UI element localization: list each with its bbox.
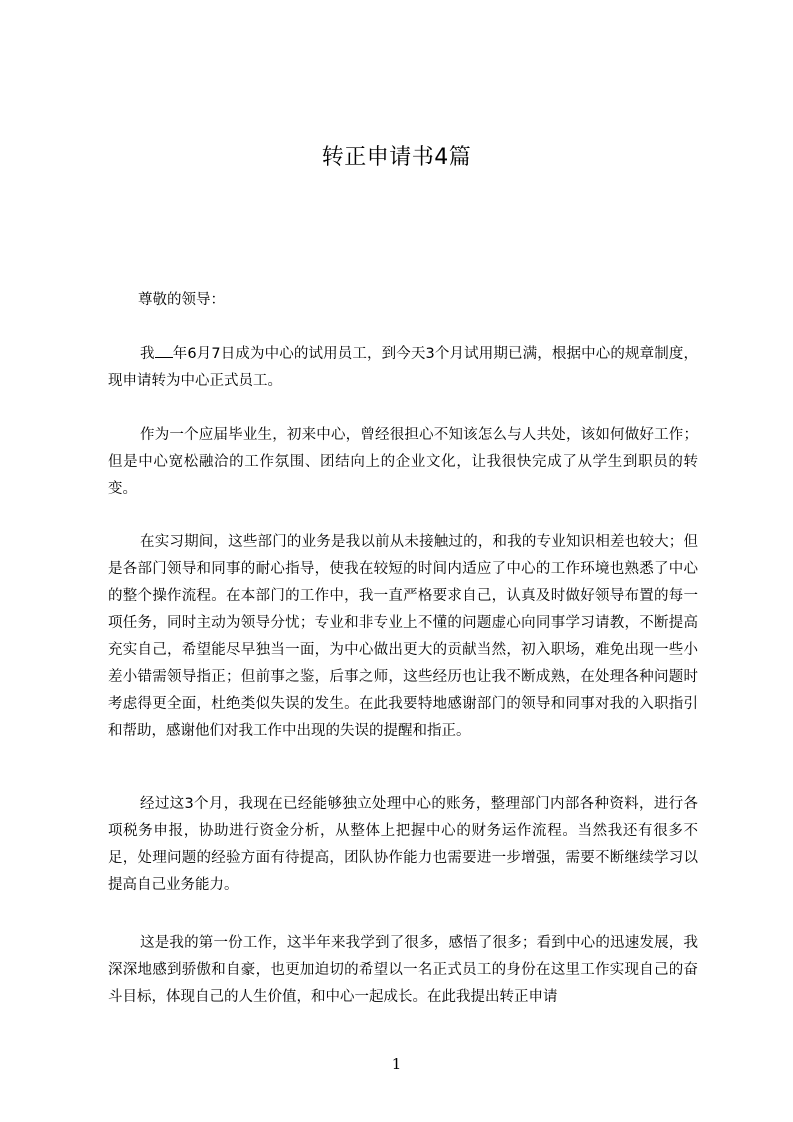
- blank-year-line: [155, 343, 173, 358]
- paragraph-progress: 经过这3个月，我现在已经能够独立处理中心的账务，整理部门内部各种资料，进行各项税务申报，协助进行资金分析，从整体上把握中心的财务运作流程。当然我还有很多不足，处理问题的经验方面有待提高，团队协作能力也需要进一步增强，需要不断继续学习以提高自己业务能力。: [108, 796, 698, 893]
- paragraph-probation-start: [108, 341, 698, 395]
- paragraph-conclusion: 这是我的第一份工作，这半年来我学到了很多，感悟了很多；看到中心的迅速发展，我深深地感到骄傲和自豪，也更加迫切的希望以一名正式员工的身份在这里工作实现自己的奋斗目标，体现自己的人生价值，和中心一起成长。在此我提出转正申请: [108, 935, 698, 1005]
- salutation: 尊敬的领导：: [138, 292, 225, 308]
- paragraph-text-before-blank: 我: [140, 346, 155, 362]
- document-title: 转正申请书4篇: [321, 145, 472, 170]
- paragraph-adaptation: 作为一个应届毕业生，初来中心，曾经很担心不知该怎么与人共处，该如何做好工作；但是中心宽松融洽的工作氛围、团结向上的企业文化，让我很快完成了从学生到职员的转变。: [108, 427, 698, 497]
- paragraph-internship: 在实习期间，这些部门的业务是我以前从未接触过的，和我的专业知识相差也较大；但是各部门领导和同事的耐心指导，使我在较短的时间内适应了中心的工作环境也熟悉了中心的整个操作流程。在本部门的工作中，我一直严格要求自己，认真及时做好领导布置的每一项任务，同时主动为领导分忧；专业和非专业上不懂的问题虚心向同事学习请教，不断提高充实自己，希望能尽早独当一面，为中心做出更大的贡献当然，初入职场，难免出现一些小差小错需领导指正；但前事之鉴，后事之师，这些经历也让我不断成熟，在处理各种问题时考虑得更全面，杜绝类似失误的发生。在此我要特地感谢部门的领导和同事对我的入职指引和帮助，感谢他们对我工作中出现的失误的提醒和指正。: [108, 534, 698, 739]
- page-number: 1: [391, 1055, 402, 1073]
- paragraph-text-after-blank: 年6月7日成为中心的试用员工，到今天3个月试用期已满，根据中心的规章制度，现申请转为中心正式员工。: [108, 346, 698, 389]
